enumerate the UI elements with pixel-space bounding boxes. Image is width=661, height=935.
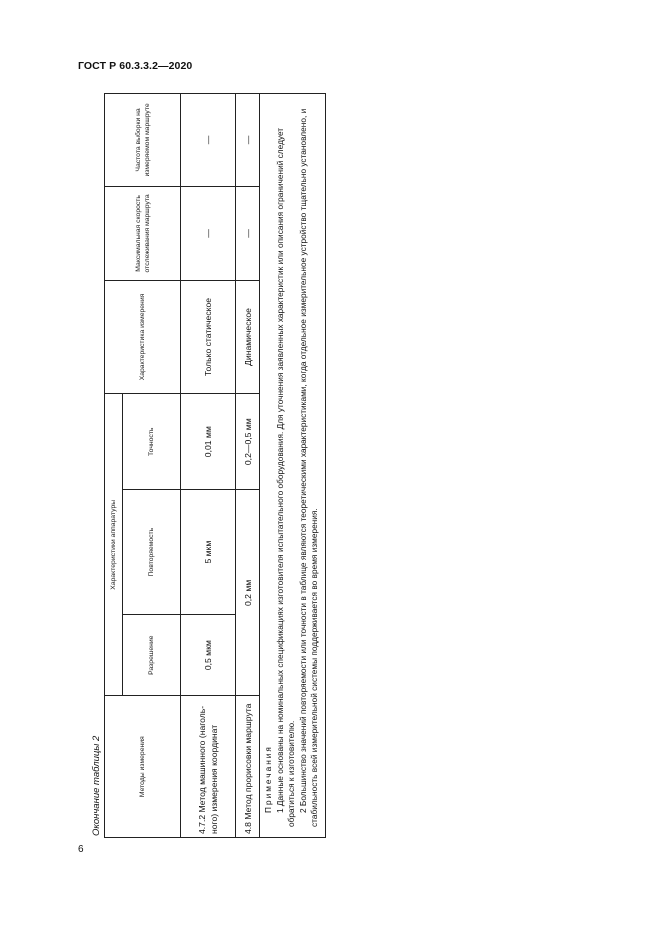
table-notes [260,94,326,838]
header-accuracy: Точность [123,394,181,490]
notes-row [260,94,326,838]
measurement-cell: Только статическое [181,280,236,393]
methods-table [104,93,326,838]
header-equipment: Характеристики аппаратуры [105,394,123,696]
table-row [181,94,236,838]
rotated-table-block [90,93,319,838]
header-methods: Методы измерения [105,696,181,838]
document-header: ГОСТ Р 60.3.3.2—2020 [78,60,193,72]
repeatability-cell: 5 мкм [181,490,236,615]
header-measurement: Характеристика измерения [105,280,181,393]
note-1: 1 Данные основаны на номинальных спецификациях изготовителя испытательного оборудования. Для уточнения заявленных характеристик или описания ограничений следует обратиться к изготовителю. [274,127,296,827]
method-cell: 4.8 Метод прорисовки маршрута [236,696,260,838]
method-cell: 4.7.2 Метод машинного (наголь-ного) измерения координат [181,696,236,838]
measurement-cell: Динамическое [236,280,260,393]
frequency-cell: — [236,94,260,187]
resolution-repeatability-cell: 0,2 мм [236,490,260,696]
header-frequency: Частота выборки на измеряемом маршруте [105,94,181,187]
max-speed-cell: — [236,186,260,280]
frequency-cell: — [181,94,236,187]
resolution-cell: 0,5 мкм [181,614,236,696]
table-caption: Окончание таблицы 2 [91,735,102,836]
header-max-speed: Максимальная скорость отслеживания маршрута [105,186,181,280]
accuracy-cell: 0,2—0,5 мм [236,394,260,490]
accuracy-cell: 0,01 мм [181,394,236,490]
header-resolution: Разрешение [123,614,181,696]
header-repeatability: Повторяемость [123,490,181,615]
note-2: 2 Большинство значений повторяемости или точности в таблице являются теоретическими характеристиками, когда отдельное измерительное устройство тщательно установлено, и стабильность всей измерительной системы поддерживается во время измерения. [297,108,319,827]
max-speed-cell: — [181,186,236,280]
notes-title: Примечания [263,745,273,813]
table-row [236,94,260,838]
page-number: 6 [78,844,84,855]
